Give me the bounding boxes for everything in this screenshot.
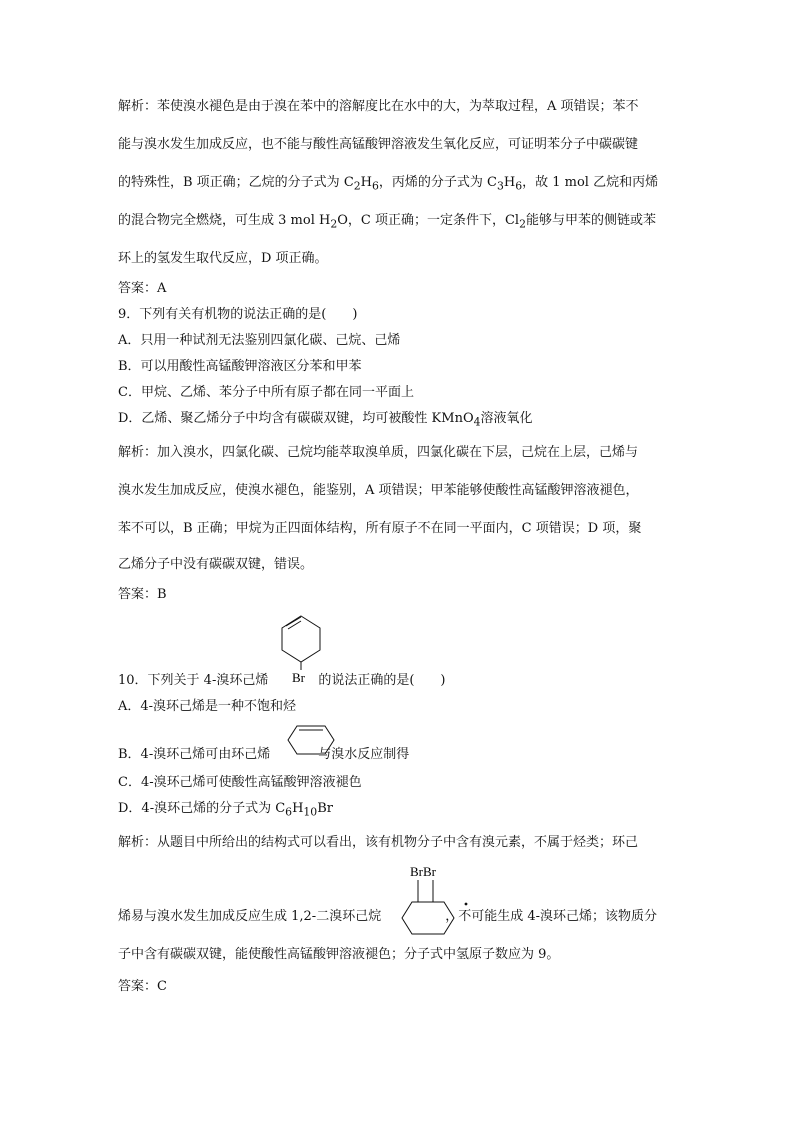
q8-answer: 答案：A	[118, 281, 167, 296]
q8-analysis-line-2: 能与溴水发生加成反应，也不能与酸性高锰酸钾溶液发生氧化反应，可证明苯分子中碳碳键	[118, 137, 639, 152]
q9-analysis-line-1: 解析：加入溴水，四氯化碳、己烷均能萃取溴单质，四氯化碳在下层，己烷在上层，己烯与	[118, 445, 639, 460]
dibromocyclohexane-structure	[400, 862, 474, 938]
q10-analysis-line-3: 子中含有碳碳双键，能使酸性高锰酸钾溶液褪色；分子式中氢原子数应为 9。	[118, 947, 560, 962]
q9-analysis-line-2: 溴水发生加成反应，使溴水褪色，能鉴别，A 项错误；甲苯能够使酸性高锰酸钾溶液褪色，	[118, 483, 639, 498]
q9-option-c: C．甲烷、乙烯、苯分子中所有原子都在同一平面上	[118, 385, 414, 400]
q10-option-a: A．4-溴环己烯是一种不饱和烃	[118, 699, 297, 714]
q10-stem: 10．下列关于 4-溴环己烯 的说法正确的是( )	[118, 673, 446, 688]
q9-answer: 答案：B	[118, 587, 167, 602]
q10-option-d: D．4-溴环己烯的分子式为 $C_6H_{10}Br$	[118, 801, 333, 819]
q10-analysis-line-1: 解析：从题目中所给出的结构式可以看出，该有机物分子中含有溴元素，不属于烃类；环己	[118, 835, 639, 850]
q9-option-d: D．乙烯、聚乙烯分子中均含有碳碳双键，均可被酸性 KMnO$_4$溶液氧化	[118, 411, 533, 429]
q9-analysis-line-3: 苯不可以，B 正确；甲烷为正四面体结构，所有原子不在同一平面内，C 项错误；D 项，聚	[118, 521, 642, 536]
q8-analysis-line-4: 的混合物完全燃烧，可生成 3 mol $H_2O$，C 项正确；一定条件下，$Cl_2$能够与甲苯的侧链或苯	[118, 213, 656, 231]
q9-stem: 9．下列有关有机物的说法正确的是( )	[118, 307, 358, 322]
q8-analysis-line-3: 的特殊性，B 项正确；乙烷的分子式为 $C_2H_6$，丙烯的分子式为 $C_3H_6$，故 1 mol 乙烷和丙烯	[118, 175, 659, 193]
bromine-label: Br	[292, 670, 305, 685]
q10-analysis-line-2: 烯易与溴水发生加成反应生成 1,2-二溴环己烷 ，不可能生成 4-溴环己烯；该物质分	[118, 909, 657, 924]
q9-option-a: A．只用一种试剂无法鉴别四氯化碳、己烷、己烯	[118, 333, 401, 348]
q9-analysis-line-4: 乙烯分子中没有碳碳双键，错误。	[118, 557, 314, 572]
q9-option-b: B．可以用酸性高锰酸钾溶液区分苯和甲苯	[118, 359, 362, 374]
q8-analysis-line-5: 环上的氢发生取代反应，D 项正确。	[118, 251, 328, 266]
q10-option-b: B．4-溴环己烯可由环己烯 与溴水反应制得	[118, 747, 410, 762]
dibromo-label: BrBr	[410, 864, 436, 879]
q10-option-c: C．4-溴环己烯可使酸性高锰酸钾溶液褪色	[118, 775, 362, 790]
q8-analysis-line-1: 解析：苯使溴水褪色是由于溴在苯中的溶解度比在水中的大，为萃取过程，A 项错误；苯不	[118, 99, 639, 114]
q10-answer: 答案：C	[118, 979, 167, 994]
